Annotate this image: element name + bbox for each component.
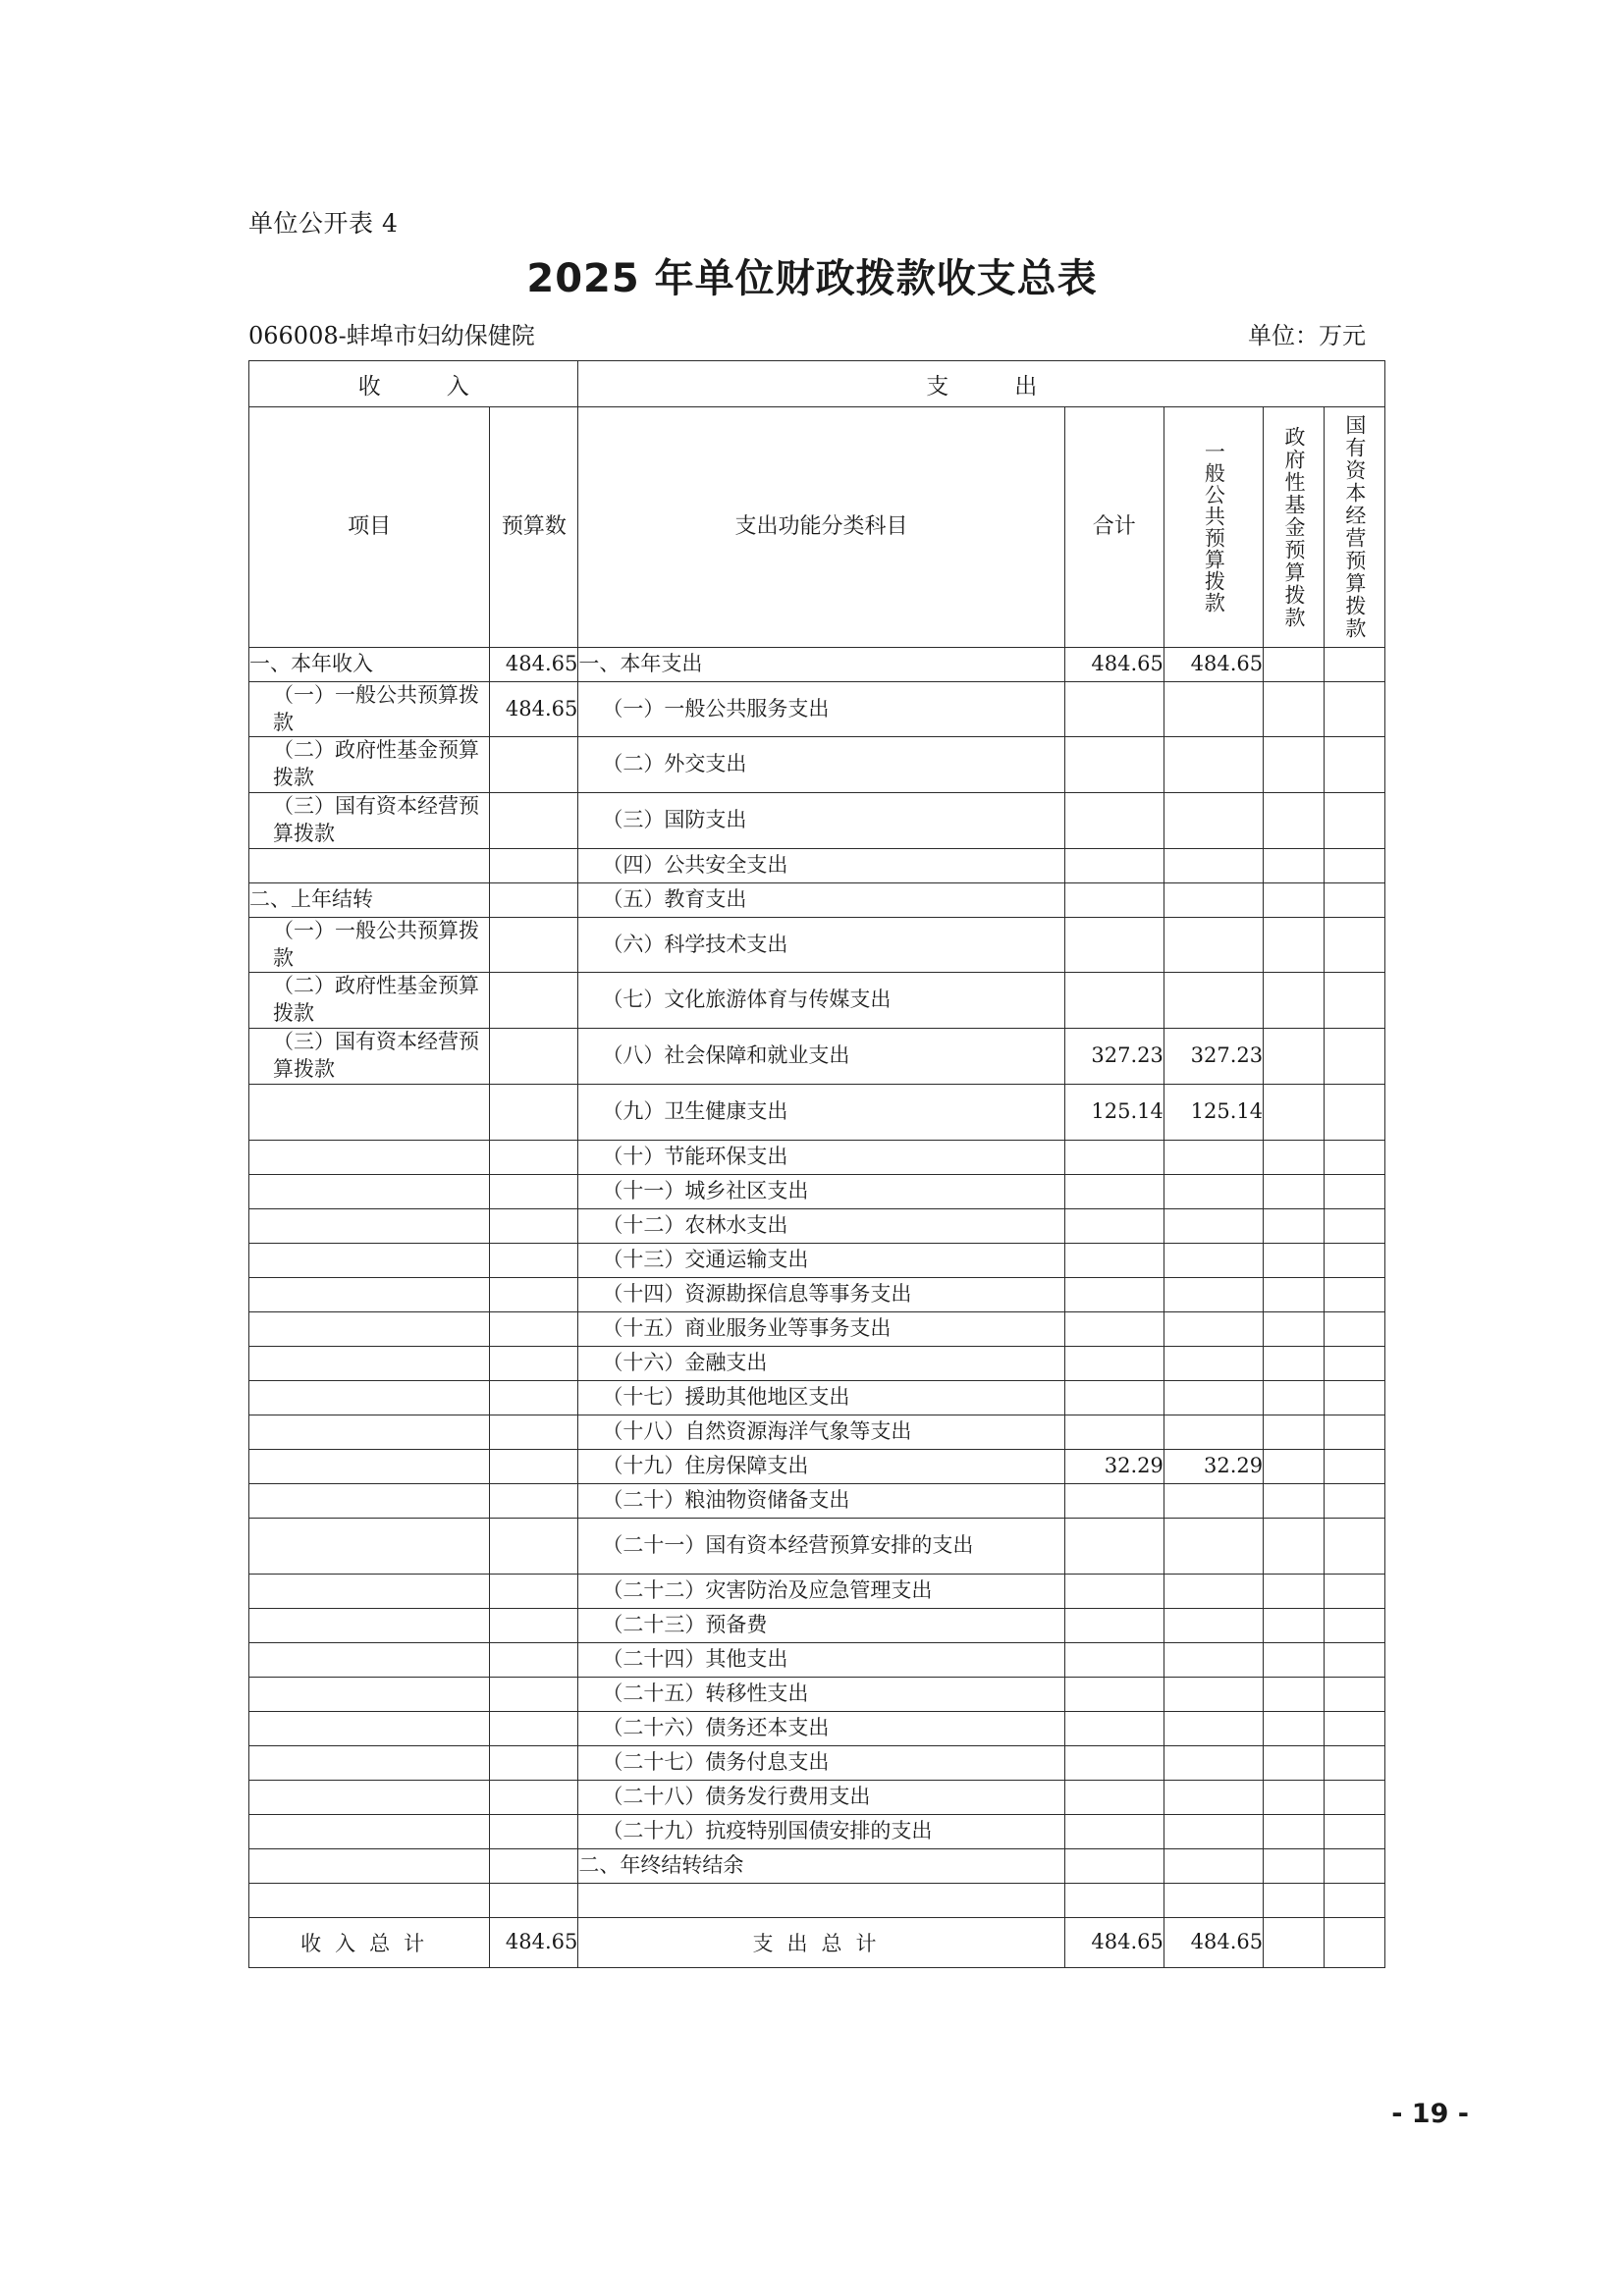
expense-item-label: （十七）援助其他地区支出 [578,1380,1064,1415]
table-row [249,1608,1385,1642]
income-item-label: （二）政府性基金预算拨款 [249,973,490,1028]
expense-total-value [1064,1518,1164,1574]
expense-capital-value [1325,1174,1385,1208]
expense-general-value [1164,973,1263,1028]
expense-capital-value [1325,648,1385,682]
expense-capital-value [1325,1346,1385,1380]
expense-fund-value [1264,1848,1325,1883]
income-item-label [249,1415,490,1449]
income-item-value [490,1174,578,1208]
table-row [249,1745,1385,1780]
income-item-label [249,1208,490,1243]
table-row [249,848,1385,882]
income-item-label: （二）政府性基金预算拨款 [249,737,490,792]
income-item-value [490,1380,578,1415]
expense-general-value [1164,1848,1263,1883]
col-header-gov-fund [1264,407,1325,648]
expense-item-label: （二）外交支出 [578,737,1064,792]
total-expense-general: 484.65 [1164,1917,1263,1967]
expense-item-label: 二、年终结转结余 [578,1848,1064,1883]
expense-total-value [1064,1311,1164,1346]
col-header-total: 合计 [1064,407,1164,648]
income-item-label [249,1574,490,1608]
expense-capital-value [1325,1380,1385,1415]
expense-capital-value [1325,1084,1385,1140]
income-item-value [490,1483,578,1518]
income-item-label [249,1084,490,1140]
income-item-value [490,792,578,848]
sheet-label: 单位公开表 4 [248,209,399,238]
expense-item-label [578,1883,1064,1917]
col-header-state-capital-label: 国有资本经营预算拨款 [1342,414,1367,640]
income-item-label [249,1745,490,1780]
expense-capital-value [1325,917,1385,972]
expense-general-value: 327.23 [1164,1028,1263,1084]
expense-item-label: （六）科学技术支出 [578,917,1064,972]
expense-fund-value [1264,737,1325,792]
expense-general-value [1164,1677,1263,1711]
income-item-label: （一）一般公共预算拨款 [249,682,490,737]
income-item-label [249,1642,490,1677]
expense-item-label: （七）文化旅游体育与传媒支出 [578,973,1064,1028]
expense-fund-value [1264,1518,1325,1574]
expense-general-value [1164,1311,1263,1346]
total-expense-fund [1264,1917,1325,1967]
income-item-value [490,1243,578,1277]
table-row [249,737,1385,792]
expense-fund-value [1264,648,1325,682]
expense-fund-value [1264,1677,1325,1711]
table-row [249,1711,1385,1745]
expense-general-value [1164,1208,1263,1243]
expense-total-value [1064,1174,1164,1208]
expense-general-value [1164,1243,1263,1277]
expense-total-value [1064,1243,1164,1277]
expense-general-value [1164,1380,1263,1415]
expense-general-value [1164,917,1263,972]
expense-capital-value [1325,1311,1385,1346]
expense-total-value [1064,1814,1164,1848]
income-item-value [490,1574,578,1608]
income-item-value [490,737,578,792]
income-item-label [249,1380,490,1415]
expense-total-value [1064,1883,1164,1917]
expense-capital-value [1325,1415,1385,1449]
expense-fund-value [1264,1574,1325,1608]
income-item-value: 484.65 [490,648,578,682]
income-item-value [490,1208,578,1243]
table-row [249,792,1385,848]
income-item-value: 484.65 [490,682,578,737]
expense-total-value [1064,917,1164,972]
income-item-value [490,1745,578,1780]
income-item-label [249,1608,490,1642]
expense-total-value [1064,1277,1164,1311]
expense-total-value [1064,1642,1164,1677]
expense-capital-value [1325,1814,1385,1848]
expense-capital-value [1325,1243,1385,1277]
table-row [249,1140,1385,1174]
total-expense-capital [1325,1917,1385,1967]
income-item-label [249,1243,490,1277]
table-row [249,1243,1385,1277]
page-number: - 19 - [1391,2099,1469,2129]
group-header-income [249,361,578,407]
expense-general-value [1164,1518,1263,1574]
expense-item-label: （二十七）债务付息支出 [578,1745,1064,1780]
totals-row [249,1917,1385,1967]
income-item-value [490,848,578,882]
group-header-expense-label: 支 出 [926,373,1059,400]
expense-item-label: （二十二）灾害防治及应急管理支出 [578,1574,1064,1608]
entity-name: 066008-蚌埠市妇幼保健院 [248,322,535,349]
expense-fund-value [1264,1415,1325,1449]
budget-table-body [249,361,1385,1968]
table-row [249,1174,1385,1208]
expense-item-label: （二十一）国有资本经营预算安排的支出 [578,1518,1064,1574]
expense-total-value: 484.65 [1064,648,1164,682]
expense-fund-value [1264,1883,1325,1917]
table-row [249,1277,1385,1311]
expense-capital-value [1325,1449,1385,1483]
expense-total-value [1064,682,1164,737]
income-item-value [490,1711,578,1745]
col-header-state-capital-wrap [1325,410,1384,644]
expense-item-label: （十六）金融支出 [578,1346,1064,1380]
expense-general-value [1164,792,1263,848]
expense-general-value [1164,848,1263,882]
col-header-budget [490,407,578,648]
group-header-income-label: 收 入 [357,373,491,400]
table-row [249,1677,1385,1711]
expense-capital-value [1325,1780,1385,1814]
expense-item-label: （二十五）转移性支出 [578,1677,1064,1711]
expense-general-value [1164,1883,1263,1917]
table-row [249,882,1385,917]
expense-fund-value [1264,1449,1325,1483]
expense-item-label: （四）公共安全支出 [578,848,1064,882]
expense-total-value [1064,1677,1164,1711]
income-item-value [490,1449,578,1483]
expense-total-value [1064,1574,1164,1608]
expense-total-value: 327.23 [1064,1028,1164,1084]
col-header-gov-fund-wrap [1264,410,1324,644]
income-item-value [490,1346,578,1380]
table-row [249,1346,1385,1380]
income-item-label: 一、本年收入 [249,648,490,682]
col-header-item: 项目 [249,407,490,648]
income-item-label: （一）一般公共预算拨款 [249,917,490,972]
income-item-label [249,1140,490,1174]
currency-unit-label: 单位：万元 [1248,322,1366,349]
expense-total-value [1064,1140,1164,1174]
expense-item-label: （十二）农林水支出 [578,1208,1064,1243]
col-header-budget-label: 预算数 [501,513,567,539]
expense-general-value [1164,1140,1263,1174]
expense-item-label: （二十九）抗疫特别国债安排的支出 [578,1814,1064,1848]
table-row [249,917,1385,972]
col-header-function: 支出功能分类科目 [578,407,1064,648]
expense-fund-value [1264,1311,1325,1346]
expense-total-value [1064,1380,1164,1415]
income-item-value [490,917,578,972]
total-income-label: 收入总计 [249,1917,490,1967]
expense-capital-value [1325,1483,1385,1518]
expense-capital-value [1325,1608,1385,1642]
income-item-value [490,1028,578,1084]
expense-capital-value [1325,848,1385,882]
table-row [249,1883,1385,1917]
income-item-label: （三）国有资本经营预算拨款 [249,792,490,848]
subtitle-row [248,316,1387,350]
expense-item-label: （十一）城乡社区支出 [578,1174,1064,1208]
expense-total-value [1064,1208,1164,1243]
expense-total-value [1064,1745,1164,1780]
expense-fund-value [1264,792,1325,848]
expense-fund-value [1264,1745,1325,1780]
expense-capital-value [1325,1642,1385,1677]
expense-capital-value [1325,1848,1385,1883]
income-item-value [490,1084,578,1140]
expense-general-value [1164,1711,1263,1745]
expense-item-label: （十五）商业服务业等事务支出 [578,1311,1064,1346]
expense-capital-value [1325,1883,1385,1917]
total-expense-label: 支出总计 [578,1917,1064,1967]
income-item-label [249,1883,490,1917]
col-header-general-public [1164,407,1263,648]
col-header-gov-fund-label: 政府性基金预算拨款 [1281,425,1306,629]
income-item-label [249,1174,490,1208]
expense-fund-value [1264,1780,1325,1814]
expense-total-value [1064,1780,1164,1814]
expense-fund-value [1264,1814,1325,1848]
income-item-label [249,1346,490,1380]
expense-total-value [1064,1415,1164,1449]
group-header-expense [578,361,1385,407]
expense-fund-value [1264,1642,1325,1677]
expense-general-value [1164,1780,1263,1814]
table-row [249,1483,1385,1518]
table-row [249,1208,1385,1243]
expense-total-value [1064,882,1164,917]
budget-table [248,360,1385,1968]
expense-item-label: （二十三）预备费 [578,1608,1064,1642]
expense-general-value [1164,1346,1263,1380]
col-header-general-public-label: 一般公共预算拨款 [1202,441,1226,614]
expense-capital-value [1325,973,1385,1028]
income-item-value [490,882,578,917]
income-item-label [249,1848,490,1883]
page-title: 2025 年单位财政拨款收支总表 [526,256,1098,301]
expense-fund-value [1264,1243,1325,1277]
col-header-state-capital [1325,407,1385,648]
expense-general-value [1164,1174,1263,1208]
income-item-label: 二、上年结转 [249,882,490,917]
expense-fund-value [1264,1380,1325,1415]
expense-fund-value [1264,1608,1325,1642]
income-item-label [249,848,490,882]
expense-capital-value [1325,737,1385,792]
expense-capital-value [1325,1574,1385,1608]
income-item-value [490,1677,578,1711]
expense-capital-value [1325,1518,1385,1574]
expense-capital-value [1325,1277,1385,1311]
table-row [249,1814,1385,1848]
expense-capital-value [1325,1745,1385,1780]
expense-general-value [1164,882,1263,917]
expense-total-value [1064,848,1164,882]
income-item-value [490,1848,578,1883]
expense-item-label: （二十八）债务发行费用支出 [578,1780,1064,1814]
expense-general-value: 484.65 [1164,648,1263,682]
table-row [249,1449,1385,1483]
expense-fund-value [1264,1028,1325,1084]
income-item-label [249,1518,490,1574]
expense-capital-value [1325,1677,1385,1711]
expense-total-value [1064,1848,1164,1883]
income-item-value [490,1415,578,1449]
expense-item-label: （一）一般公共服务支出 [578,682,1064,737]
expense-item-label: （十八）自然资源海洋气象等支出 [578,1415,1064,1449]
expense-item-label: （十）节能环保支出 [578,1140,1064,1174]
column-header-row [249,407,1385,648]
income-item-label [249,1449,490,1483]
expense-general-value [1164,1642,1263,1677]
total-income-value: 484.65 [490,1917,578,1967]
table-row [249,1642,1385,1677]
income-item-label: （三）国有资本经营预算拨款 [249,1028,490,1084]
table-row [249,1848,1385,1883]
expense-item-label: （十四）资源勘探信息等事务支出 [578,1277,1064,1311]
table-row [249,1084,1385,1140]
table-row [249,1574,1385,1608]
expense-total-value [1064,737,1164,792]
expense-capital-value [1325,1028,1385,1084]
group-header-row [249,361,1385,407]
table-row [249,682,1385,737]
table-row [249,1780,1385,1814]
expense-fund-value [1264,1174,1325,1208]
table-row [249,973,1385,1028]
income-item-value [490,1814,578,1848]
expense-item-label: （十三）交通运输支出 [578,1243,1064,1277]
expense-general-value [1164,1608,1263,1642]
income-item-label [249,1677,490,1711]
expense-item-label: （三）国防支出 [578,792,1064,848]
expense-general-value [1164,1814,1263,1848]
expense-capital-value [1325,1140,1385,1174]
table-row [249,648,1385,682]
expense-fund-value [1264,1084,1325,1140]
expense-fund-value [1264,1208,1325,1243]
expense-item-label: （五）教育支出 [578,882,1064,917]
expense-fund-value [1264,1277,1325,1311]
income-item-value [490,1608,578,1642]
income-item-value [490,1883,578,1917]
expense-general-value [1164,1277,1263,1311]
expense-fund-value [1264,1483,1325,1518]
expense-capital-value [1325,1711,1385,1745]
col-header-general-public-wrap [1164,410,1263,644]
expense-total-value [1064,1608,1164,1642]
expense-total-value [1064,973,1164,1028]
expense-general-value [1164,737,1263,792]
expense-fund-value [1264,848,1325,882]
expense-item-label: （十九）住房保障支出 [578,1449,1064,1483]
table-row [249,1380,1385,1415]
table-row [249,1415,1385,1449]
income-item-label [249,1311,490,1346]
expense-total-value: 125.14 [1064,1084,1164,1140]
income-item-label [249,1814,490,1848]
income-item-value [490,1518,578,1574]
expense-item-label: （八）社会保障和就业支出 [578,1028,1064,1084]
income-item-label [249,1780,490,1814]
expense-capital-value [1325,792,1385,848]
expense-fund-value [1264,1140,1325,1174]
expense-item-label: （二十四）其他支出 [578,1642,1064,1677]
income-item-value [490,973,578,1028]
expense-fund-value [1264,1346,1325,1380]
expense-general-value: 125.14 [1164,1084,1263,1140]
expense-capital-value [1325,682,1385,737]
expense-item-label: （九）卫生健康支出 [578,1084,1064,1140]
expense-capital-value [1325,1208,1385,1243]
income-item-label [249,1483,490,1518]
expense-total-value [1064,1483,1164,1518]
table-row [249,1518,1385,1574]
income-item-value [490,1780,578,1814]
expense-capital-value [1325,882,1385,917]
expense-item-label: （二十六）债务还本支出 [578,1711,1064,1745]
income-item-label [249,1711,490,1745]
table-row [249,1311,1385,1346]
expense-general-value [1164,1745,1263,1780]
expense-total-value: 32.29 [1064,1449,1164,1483]
expense-fund-value [1264,882,1325,917]
expense-fund-value [1264,682,1325,737]
expense-fund-value [1264,1711,1325,1745]
expense-general-value [1164,1415,1263,1449]
expense-total-value [1064,1346,1164,1380]
table-row [249,1028,1385,1084]
total-expense-total: 484.65 [1064,1917,1164,1967]
income-item-value [490,1642,578,1677]
expense-total-value [1064,792,1164,848]
expense-item-label: （二十）粮油物资储备支出 [578,1483,1064,1518]
expense-fund-value [1264,973,1325,1028]
expense-fund-value [1264,917,1325,972]
expense-general-value: 32.29 [1164,1449,1263,1483]
income-item-value [490,1140,578,1174]
expense-item-label: 一、本年支出 [578,648,1064,682]
expense-total-value [1064,1711,1164,1745]
expense-general-value [1164,1483,1263,1518]
expense-general-value [1164,682,1263,737]
income-item-label [249,1277,490,1311]
income-item-value [490,1311,578,1346]
expense-general-value [1164,1574,1263,1608]
income-item-value [490,1277,578,1311]
